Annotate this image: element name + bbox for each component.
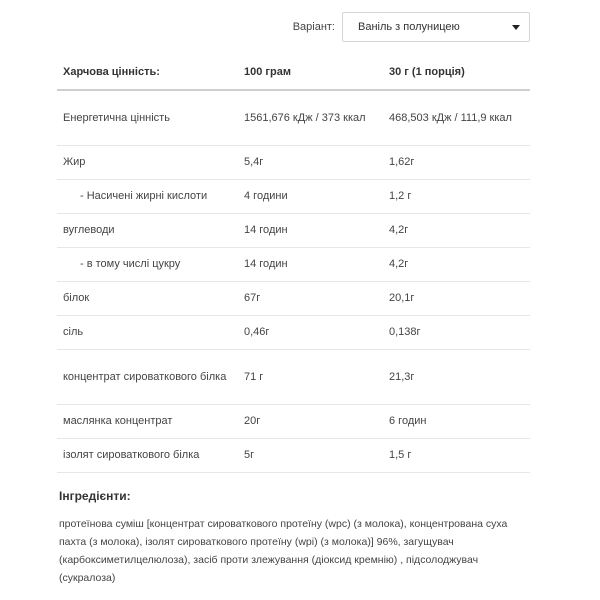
table-row (57, 316, 530, 350)
nutrition-table (57, 55, 530, 473)
value-per-100g: 5г (238, 439, 383, 473)
value-per-100g: 5,4г (238, 146, 383, 180)
table-row (57, 180, 530, 214)
chevron-down-icon (512, 25, 520, 30)
table-header-row (57, 55, 530, 90)
variant-selector (0, 12, 530, 42)
table-row (57, 439, 530, 473)
nutrient-name: Жир (57, 146, 238, 180)
nutrient-name: - в тому числі цукру (57, 248, 238, 282)
value-per-serving: 4,2г (383, 248, 530, 282)
value-per-100g: 0,46г (238, 316, 383, 350)
table-row (57, 248, 530, 282)
nutrient-name: сіль (57, 316, 238, 350)
value-per-100g: 20г (238, 405, 383, 439)
value-per-100g: 14 годин (238, 214, 383, 248)
nutrient-name: вуглеводи (57, 214, 238, 248)
value-per-100g: 14 годин (238, 248, 383, 282)
value-per-100g: 67г (238, 282, 383, 316)
variant-dropdown[interactable] (342, 12, 530, 42)
variant-selected-value: Ваніль з полуницею (358, 21, 460, 33)
value-per-serving: 0,138г (383, 316, 530, 350)
nutrient-name: ізолят сироваткового білка (57, 439, 238, 473)
value-per-serving: 1,62г (383, 146, 530, 180)
value-per-serving: 20,1г (383, 282, 530, 316)
value-per-serving: 21,3г (383, 350, 530, 405)
variant-label: Варіант: (292, 21, 335, 33)
value-per-100g: 1561,676 кДж / 373 ккал (238, 90, 383, 146)
column-header-per-serving: 30 г (1 порція) (383, 55, 530, 90)
table-row (57, 214, 530, 248)
ingredients-text: протеїнова суміш [концентрат сироваткового протеїну (wpc) (з молока), концентрована суха пахта (з молока), ізолят сироваткового протеїну (wpi) (з молока)] 96%, загущувач (карбоксиметилцелюлоза), засіб проти злежування (діоксид кремнію) , підсолоджувач (сукралоза) (59, 518, 508, 584)
column-header-per-100g: 100 грам (238, 55, 383, 90)
table-row (57, 405, 530, 439)
nutrient-name: Енергетична цінність (57, 90, 238, 146)
value-per-serving: 4,2г (383, 214, 530, 248)
value-per-100g: 71 г (238, 350, 383, 405)
value-per-100g: 4 години (238, 180, 383, 214)
table-row (57, 146, 530, 180)
table-row (57, 282, 530, 316)
value-per-serving: 1,5 г (383, 439, 530, 473)
nutrient-name: маслянка концентрат (57, 405, 238, 439)
table-row (57, 90, 530, 146)
nutrient-name: білок (57, 282, 238, 316)
value-per-serving: 1,2 г (383, 180, 530, 214)
ingredients-heading: Інгредієнти: (59, 489, 131, 503)
column-header-nutrient: Харчова цінність: (57, 55, 238, 90)
value-per-serving: 468,503 кДж / 111,9 ккал (383, 90, 530, 146)
nutrient-name: - Насичені жирні кислоти (57, 180, 238, 214)
nutrient-name: концентрат сироваткового білка (57, 350, 238, 405)
value-per-serving: 6 годин (383, 405, 530, 439)
table-row (57, 350, 530, 405)
